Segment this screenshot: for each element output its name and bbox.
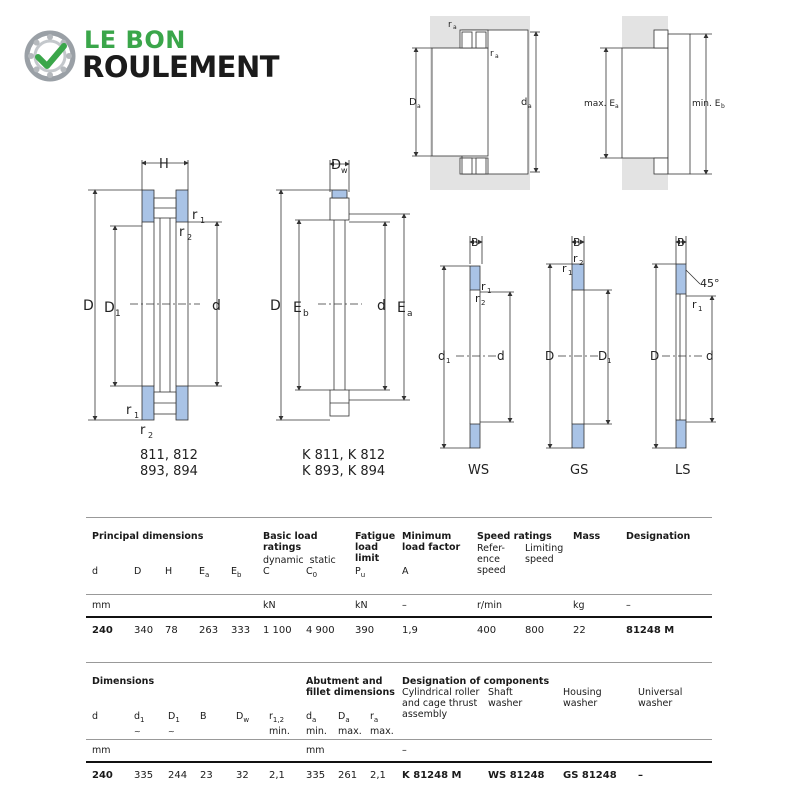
t2-header-housing-washer: Housing washer — [563, 687, 602, 709]
label-Ea: E — [397, 300, 406, 316]
label-da-sub: a — [528, 103, 532, 110]
label-d-b: d — [377, 298, 386, 314]
caption-k893-k894: K 893, K 894 — [302, 464, 386, 479]
t2-symbol-d1: $d_1$ ~ — [134, 711, 145, 736]
t1-header-minimum-load-factor: Minimum load factor — [402, 531, 461, 553]
t2-value-d: 240 — [92, 770, 113, 781]
t2-symbol-ra: $r_a$ max. — [370, 711, 394, 737]
t1-symbol-Eb: $E_b$ — [231, 566, 242, 579]
label-r1-ws: r — [481, 280, 486, 293]
washer-ws-drawing — [440, 236, 514, 448]
t1-value-designation: 81248 M — [626, 625, 675, 636]
label-D-b: D — [270, 298, 281, 314]
label-r2-b-sub: 2 — [148, 431, 154, 440]
t1-unit-kn-fatigue: kN — [355, 600, 368, 611]
washer-ls-drawing — [652, 236, 716, 448]
t1-value-Ea: 263 — [199, 625, 219, 636]
label-d-ls: d — [706, 349, 714, 363]
t2-symbol-Dw: $D_w$ — [236, 711, 250, 724]
label-d-a: d — [212, 298, 221, 314]
table2-top-rule — [86, 662, 712, 663]
t2-header-abutment-fillet: Abutment and fillet dimensions — [306, 676, 395, 698]
t2-symbol-Da: $D_a$ max. — [338, 711, 362, 737]
t2-value-r12: 2,1 — [269, 770, 285, 781]
label-r2-a: r — [179, 225, 185, 240]
label-r1-ls-sub: 1 — [698, 305, 703, 313]
t2-value-cage-assembly: K 81248 M — [402, 770, 462, 781]
bearing-assembly-drawing — [88, 160, 222, 420]
t2-symbol-B: B — [200, 711, 207, 722]
label-D1-sub: 1 — [115, 309, 121, 319]
label-max-Ea: max. E — [584, 99, 616, 109]
t2-value-Da: 261 — [338, 770, 358, 781]
label-max-Ea-sub: a — [615, 103, 619, 110]
logo-text-top: LE BON — [84, 26, 186, 54]
t1-symbol-Ea: $E_a$ — [199, 566, 210, 579]
t1-symbol-Pu: $P_u$ — [355, 566, 366, 579]
label-B-ls: B — [677, 236, 685, 249]
t1-value-D: 340 — [134, 625, 154, 636]
t2-header-universal-washer: Universal washer — [638, 687, 683, 709]
t1-unit-dash: – — [402, 600, 407, 611]
label-B-ws: B — [471, 236, 479, 249]
t1-header-principal-dimensions: Principal dimensions — [92, 531, 204, 542]
label-r1-b-sub: 1 — [134, 411, 140, 420]
t1-value-limiting-speed: 800 — [525, 625, 545, 636]
t1-unit-kn: kN — [263, 600, 276, 611]
label-D-ls: D — [650, 349, 660, 363]
t1-value-H: 78 — [165, 625, 178, 636]
label-r2-gs: r — [573, 252, 578, 265]
label-D-gs: D — [545, 349, 555, 363]
t2-symbol-d: d — [92, 711, 99, 722]
label-Eb-sub: b — [303, 309, 309, 319]
t1-symbol-C: C — [263, 566, 270, 577]
t1-value-A: 1,9 — [402, 625, 418, 636]
label-45-deg: 45° — [700, 277, 720, 290]
t1-header-mass: Mass — [573, 531, 601, 542]
t2-symbol-r12: $r_{1,2}$ min. — [269, 711, 290, 737]
t2-header-shaft-washer: Shaft washer — [488, 687, 523, 709]
label-H: H — [159, 157, 169, 172]
label-r1-a-sub: 1 — [200, 216, 206, 225]
label-r1-gs-sub: 1 — [568, 269, 573, 277]
t1-value-d: 240 — [92, 625, 113, 636]
label-da: d — [521, 97, 528, 108]
t1-unit-designation: – — [626, 600, 631, 611]
t1-symbol-H: H — [165, 566, 173, 577]
label-D1: D — [104, 300, 115, 316]
label-ra-top: r — [448, 20, 452, 30]
label-Eb: E — [293, 300, 302, 316]
t2-value-Dw: 32 — [236, 770, 249, 781]
caption-ls: LS — [675, 463, 691, 478]
t1-symbol-d: d — [92, 566, 99, 577]
label-Ea-sub: a — [407, 309, 413, 319]
label-ra-side: r — [490, 49, 494, 59]
t1-subheader-dynamic-static: dynamic static — [263, 555, 336, 566]
caption-811-812: 811, 812 — [140, 448, 198, 463]
label-D1-gs-sub: 1 — [607, 357, 612, 365]
t1-symbol-A: A — [402, 566, 409, 577]
label-r1-a: r — [192, 208, 198, 223]
t1-header-speed-ratings: Speed ratings — [477, 531, 552, 542]
label-ra-top-sub: a — [453, 24, 457, 31]
label-r2-ws: r — [475, 292, 480, 305]
label-D-a: D — [83, 298, 94, 314]
t1-value-Eb: 333 — [231, 625, 251, 636]
label-r2-ws-sub: 2 — [481, 299, 486, 307]
label-r1-gs: r — [562, 262, 567, 275]
t2-header-designation-components: Designation of components — [402, 676, 550, 687]
t1-value-reference-speed: 400 — [477, 625, 497, 636]
t2-unit-mm: mm — [92, 745, 111, 756]
t1-value-C: 1 100 — [263, 625, 292, 636]
label-d-ws: d — [497, 349, 505, 363]
label-B-gs: B — [573, 236, 581, 249]
t1-header-designation: Designation — [626, 531, 691, 542]
t2-unit-dash: – — [402, 745, 407, 756]
t1-subheader-limiting-speed: Limiting speed — [525, 543, 564, 565]
label-min-Eb-sub: b — [721, 103, 725, 110]
t1-subheader-reference-speed: Refer- ence speed — [477, 543, 506, 576]
t2-header-dimensions: Dimensions — [92, 676, 155, 687]
t2-value-shaft-washer: WS 81248 — [488, 770, 545, 781]
label-r1-b: r — [126, 403, 132, 418]
label-Dw-sub: w — [341, 166, 348, 175]
label-r2-gs-sub: 2 — [579, 259, 584, 267]
label-Dw: D — [331, 158, 342, 173]
label-r1-ws-sub: 1 — [487, 287, 492, 295]
t2-value-da: 335 — [306, 770, 326, 781]
label-D1-gs: D — [598, 349, 608, 363]
table2-units-rule — [86, 739, 712, 740]
table1-units-rule — [86, 594, 712, 595]
t1-header-basic-load-ratings: Basic load ratings — [263, 531, 318, 553]
t2-unit-mm-abutment: mm — [306, 745, 325, 756]
label-ra-side-sub: a — [495, 53, 499, 60]
label-Da: D — [409, 97, 417, 108]
caption-k811-k812: K 811, K 812 — [302, 448, 386, 463]
t1-unit-rmin: r/min — [477, 600, 503, 611]
cage-assembly-drawing — [276, 160, 410, 420]
t2-value-D1: 244 — [168, 770, 188, 781]
t1-value-mass: 22 — [573, 625, 586, 636]
t2-value-universal-washer: – — [638, 770, 643, 781]
table2-value-rule — [86, 761, 712, 763]
t1-symbol-D: D — [134, 566, 142, 577]
table1-value-rule — [86, 616, 712, 618]
caption-893-894: 893, 894 — [140, 464, 198, 479]
label-d1-ws-sub: 1 — [446, 357, 451, 365]
t2-value-d1: 335 — [134, 770, 154, 781]
t1-header-fatigue-load-limit: Fatigue load limit — [355, 531, 396, 564]
washer-gs-drawing — [546, 236, 612, 448]
logo-text-bottom: ROULEMENT — [82, 50, 280, 84]
caption-ws: WS — [468, 463, 490, 478]
t1-value-C0: 4 900 — [306, 625, 335, 636]
t1-value-Pu: 390 — [355, 625, 375, 636]
label-Da-sub: a — [417, 103, 421, 110]
label-d1-ws: d — [438, 349, 446, 363]
label-r1-ls: r — [692, 298, 697, 311]
label-min-Eb: min. E — [692, 99, 721, 109]
label-r2-a-sub: 2 — [187, 233, 193, 242]
t1-unit-kg: kg — [573, 600, 585, 611]
t2-value-ra: 2,1 — [370, 770, 386, 781]
table1-top-rule — [86, 517, 712, 518]
t2-value-housing-washer: GS 81248 — [563, 770, 617, 781]
t1-symbol-C0: $C_0$ — [306, 566, 318, 579]
label-r2-b: r — [140, 423, 146, 438]
t2-value-B: 23 — [200, 770, 213, 781]
t2-symbol-da: $d_a$ min. — [306, 711, 327, 737]
caption-gs: GS — [570, 463, 589, 478]
t2-symbol-D1: $D_1$ ~ — [168, 711, 180, 736]
t2-header-cylindrical-roller: Cylindrical roller and cage thrust assembly — [402, 687, 480, 720]
t1-unit-mm: mm — [92, 600, 111, 611]
